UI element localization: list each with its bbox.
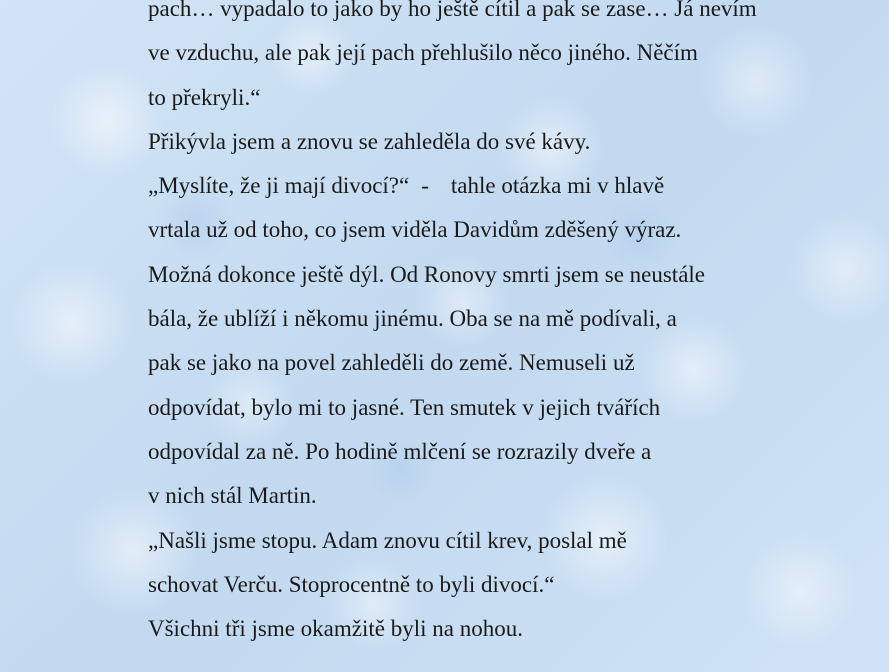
text-line-12: „Našli jsme stopu. Adam znovu cítil krev, poslal mě	[148, 527, 627, 553]
text-line-5: vrtala už od toho, co jsem viděla Davidům zděšený výraz.	[148, 217, 682, 243]
text-line-1: ve vzduchu, ale pak její pach přehlušilo něco jiného. Něčím	[148, 40, 698, 66]
text-line-14: Všichni tři jsme okamžitě byli na nohou.	[148, 616, 523, 642]
text-line-9: odpovídat, bylo mi to jasné. Ten smutek v jejich tvářích	[148, 394, 661, 420]
text-line-8: pak se jako na povel zahleděli do země. Nemuseli už	[148, 350, 635, 376]
text-line-4	[148, 164, 788, 208]
dialogue-question: „Myslíte, že ji mají divocí?“	[148, 173, 410, 199]
text-line-3: Přikývla jsem a znovu se zahleděla do své kávy.	[148, 128, 591, 154]
text-line-11: v nich stál Martin.	[148, 483, 317, 509]
dialogue-continuation: tahle otázka mi v hlavě	[450, 173, 665, 199]
dash-separator: -	[421, 173, 429, 199]
text-line-10: odpovídal za ně. Po hodině mlčení se rozrazily dveře a	[148, 438, 652, 464]
text-line-13: schovat Verču. Stoprocentně to byli divocí.“	[148, 571, 555, 597]
text-line-7: bála, že ublíží i někomu jinému. Oba se na mě podívali, a	[148, 306, 677, 332]
text-line-2: to překryli.“	[148, 84, 261, 110]
document-page	[148, 0, 788, 651]
text-line-0: pach… vypadalo to jako by ho ještě cítil a pak se zase… Já nevím	[148, 0, 757, 21]
text-line-6: Možná dokonce ještě dýl. Od Ronovy smrti jsem se neustále	[148, 261, 706, 287]
